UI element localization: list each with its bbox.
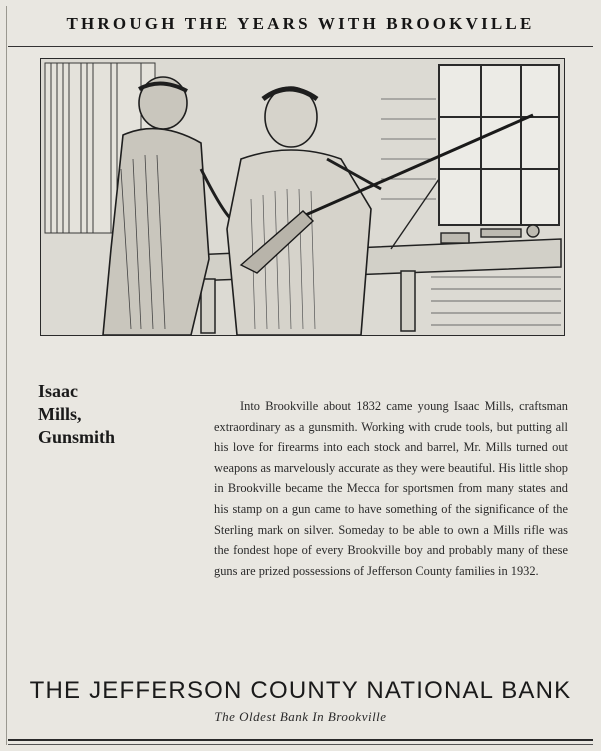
gunsmith-illustration bbox=[40, 58, 565, 336]
article-title-line: Gunsmith bbox=[38, 427, 116, 447]
page-headline: THROUGH THE YEARS WITH BROOKVILLE bbox=[66, 14, 535, 33]
bank-tagline: The Oldest Bank In Brookville bbox=[214, 709, 387, 724]
gunsmith-figure bbox=[227, 87, 381, 335]
footer-rule bbox=[8, 739, 593, 745]
article-title bbox=[38, 380, 115, 449]
article-title-line: Mills, bbox=[38, 404, 82, 424]
bank-name: THE JEFFERSON COUNTY NATIONAL BANK bbox=[29, 677, 572, 704]
article-body: Into Brookville about 1832 came young Isaac Mills, craftsman extraordinary as a gunsmith. Working with crude tools, but putting all his love for firearms into each stock and barrel, Mr. Mills turned out weapons as marvelously accurate as they were beautiful. His little shop in Brookville became the Mecca for sportsmen from many states and his stamp on a gun came to have something of the significance of the Sterling mark on silver. Someday to be able to own a Mills rifle was the fondest hope of every Brookville boy and probably many of these guns are prized possessions of Jefferson County families in 1932. bbox=[214, 399, 568, 578]
headline-rule bbox=[8, 46, 593, 47]
right-window bbox=[439, 65, 559, 225]
article-title-line: Isaac bbox=[38, 381, 78, 401]
